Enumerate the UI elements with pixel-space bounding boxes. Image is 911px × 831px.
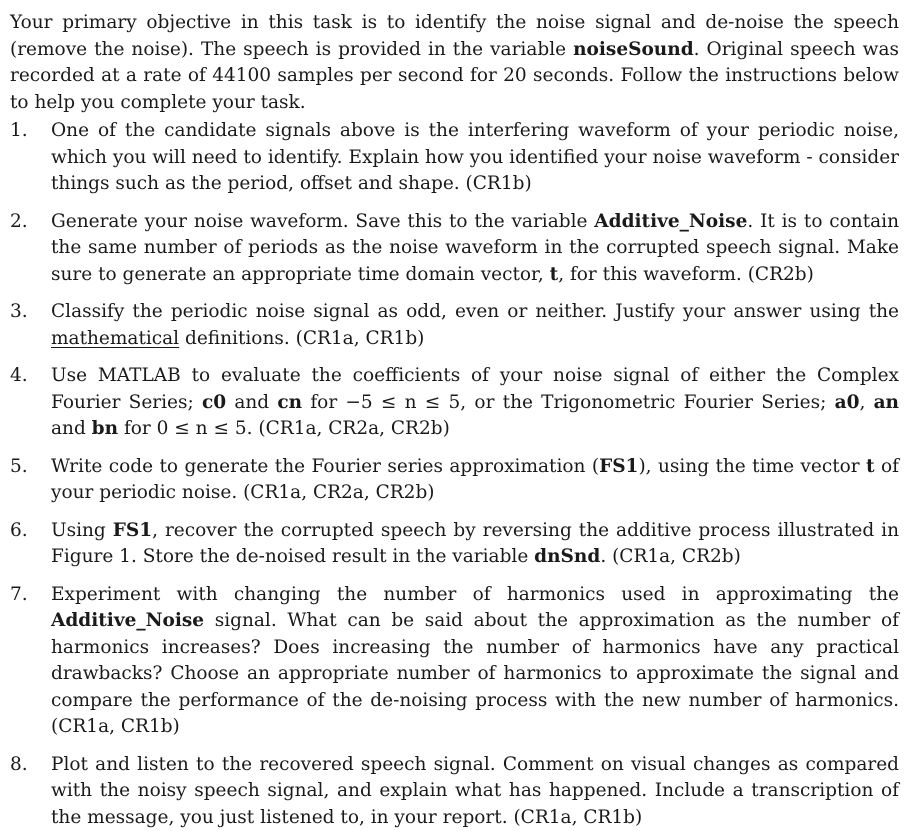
task-item-3 xyxy=(10,299,899,352)
intro-text-2: . Original speech was recorded at a rate of 44100 samples per second for 20 seconds. Follow the instructions below to help you complete your task. xyxy=(10,39,899,113)
task-text: for −5 ≤ n ≤ 5, or the Trigonometric Fourier Series; xyxy=(302,392,834,413)
task-text: for 0 ≤ n ≤ 5. (CR1a, CR2a, CR2b) xyxy=(118,418,450,439)
task-number: 2. xyxy=(10,209,28,236)
task-text: . (CR1a, CR2b) xyxy=(600,546,741,567)
task-list xyxy=(10,118,899,831)
coefficient-c0: c0 xyxy=(202,392,226,413)
task-number: 7. xyxy=(10,582,28,609)
intro-variable-name: noiseSound xyxy=(573,39,694,60)
task-text: Write code to generate the Fourier series approximation ( xyxy=(51,456,599,477)
task-text: Using xyxy=(51,520,113,541)
task-text: Plot and listen to the recovered speech signal. Comment on visual changes as compared with the noisy speech signal, and explain what has happened. Include a transcription of the message, you just listened to, in your report. (CR1a, CR1b) xyxy=(51,754,899,828)
task-number: 4. xyxy=(10,363,28,390)
task-text: Use MATLAB to evaluate the coefficients of your noise signal of either the Complex Fourier Series; xyxy=(51,365,899,413)
coefficient-a0: a0 xyxy=(835,392,860,413)
task-text: . It is to contain the same number of periods as the noise waveform in the corrupted speech signal. Make sure to generate an appropriate time domain vector, xyxy=(51,211,899,285)
task-number: 8. xyxy=(10,752,28,779)
task-item-5 xyxy=(10,454,899,507)
task-text: definitions. (CR1a, CR1b) xyxy=(179,328,424,349)
underlined-word: mathematical xyxy=(51,328,179,349)
coefficient-an: an xyxy=(874,392,899,413)
task-text: and xyxy=(226,392,277,413)
task-item-6 xyxy=(10,518,899,571)
task-text: and xyxy=(51,418,92,439)
task-item-1 xyxy=(10,118,899,198)
task-text: Classify the periodic noise signal as odd, even or neither. Justify your answer using the xyxy=(51,301,899,322)
task-item-2 xyxy=(10,209,899,289)
task-item-4 xyxy=(10,363,899,443)
task-text: signal. What can be said about the approximation as the number of harmonics increases? Does increasing the number of harmonics have any practical drawbacks? Choose an appropriate number of harmonics to approximate the signal and compare the performance of the de-noising process with the new number of harmonics. (CR1a, CR1b) xyxy=(51,610,899,737)
task-number: 5. xyxy=(10,454,28,481)
task-item-8 xyxy=(10,752,899,831)
coefficient-bn: bn xyxy=(92,418,118,439)
task-number: 6. xyxy=(10,518,28,545)
task-text: One of the candidate signals above is the interfering waveform of your periodic noise, which you will need to identify. Explain how you identified your noise waveform - consider things such as the period, offset and shape. (CR1b) xyxy=(51,120,899,194)
task-number: 1. xyxy=(10,118,28,145)
intro-paragraph xyxy=(10,10,899,116)
task-text: , xyxy=(859,392,873,413)
coefficient-cn: cn xyxy=(277,392,302,413)
variable-fs1: FS1 xyxy=(113,520,152,541)
variable-dnsnd: dnSnd xyxy=(534,546,600,567)
task-number: 3. xyxy=(10,299,28,326)
intro-text-1: Your primary objective in this task is to identify the noise signal and de-noise the speech (remove the noise). The speech is provided in the variable xyxy=(10,12,899,60)
variable-fs1: FS1 xyxy=(599,456,638,477)
task-text: , for this waveform. (CR2b) xyxy=(558,264,814,285)
task-text: , recover the corrupted speech by reversing the additive process illustrated in Figure 1. Store the de-noised result in the variable xyxy=(51,520,899,568)
variable-t: t xyxy=(866,456,875,477)
task-text: Experiment with changing the number of harmonics used in approximating the xyxy=(51,584,899,605)
variable-t: t xyxy=(550,264,559,285)
variable-additive-noise: Additive_Noise xyxy=(594,211,747,232)
task-text: ), using the time vector xyxy=(638,456,866,477)
task-item-7 xyxy=(10,582,899,741)
variable-additive-noise: Additive_Noise xyxy=(51,610,204,631)
task-text: of your periodic noise. (CR1a, CR2a, CR2b) xyxy=(51,456,899,504)
task-text: Generate your noise waveform. Save this to the variable xyxy=(51,211,594,232)
